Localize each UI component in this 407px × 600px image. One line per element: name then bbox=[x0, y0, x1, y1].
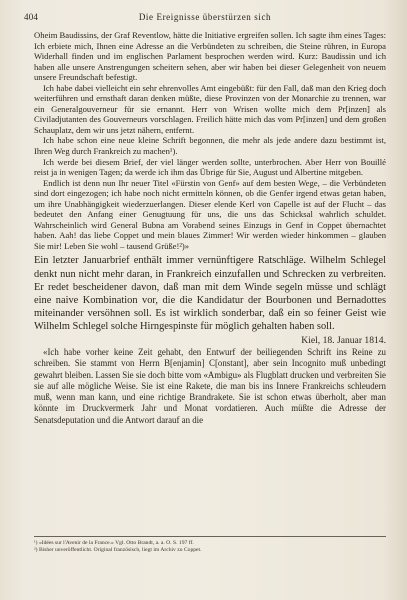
editorial-note: Ein letzter Januarbrief enthält immer vernünftigere Ratschläge. Wilhelm Schlegel denkt nun nicht mehr daran, in Frankreich einzufallen und Schrecken zu verbreiten. Er redet bescheidener davon, daß man mit dem Winde segeln müsse und schlägt eine naive Kombination vor, die die Kandidatur der Bourbonen und Bernadottes miteinander versöhnen soll. Es ist wirklich sonderbar, daß ein so feiner Geist wie Wilhelm Schlegel solche Hirngespinste für möglich gehalten haben soll. bbox=[34, 255, 386, 332]
paragraph: Oheim Baudissins, der Graf Reventlow, hätte die Initiative ergreifen sollen. Ich sagte ihm eines Tages: Ich erbiete mich, Ihnen eine Adresse an die Verbündeten zu schreiben, die Steine rühren, in Europa Widerhall finden und im englischen Parlament besprochen werden wird. Kurz: Baudissin und ich haben alle unsere Anstrengungen scheitern sehen, aber wir haben bei dieser Gelegenheit von neuem unsere Freundschaft befestigt. bbox=[34, 30, 386, 83]
footnote: ²) Bisher unveröffentlicht. Original französisch, liegt im Archiv zu Coppet. bbox=[34, 547, 202, 554]
running-title: Die Ereignisse überstürzen sich bbox=[138, 12, 272, 22]
page-number: 404 bbox=[24, 12, 39, 22]
dateline: Kiel, 18. Januar 1814. bbox=[301, 335, 386, 347]
footnotes bbox=[34, 536, 386, 555]
paragraph: Ich habe dabei vielleicht ein sehr ehrenvolles Amt eingebüßt: für den Fall, daß man den Krieg doch weiterführen und ernsthaft daran denken müßte, diese Provinzen von der Monarchie zu trennen, war ein Generalgouverneur für sie ernannt. Herr von Wrisen wollte mich dem Pr[inzen] als Civiladjutanten des Gouverneurs vorschlagen. Freilich hätte mich das vom Pr[inzen] und dem großen Schauplatz, dem wir uns jetzt nähern, entfernt. bbox=[34, 82, 386, 135]
running-head bbox=[24, 12, 386, 24]
paragraph: Ich habe schon eine neue kleine Schrift begonnen, die mehr als jede andere dazu bestimmt ist, Ihren Weg durch Frankreich zu machen¹). bbox=[34, 135, 386, 157]
paragraph: Ich werde bei diesem Brief, der viel länger werden sollte, unterbrochen. Aber Herr von Bouillé reist ja in wenigen Tagen; da werde ich ihm das Übrige für Sie, August und Albertine mitgeben. bbox=[34, 156, 386, 178]
page-body bbox=[34, 30, 386, 426]
paragraph: Endlich ist denn nun Ihr neuer Titel «Fürstin von Genf» auf dem besten Wege, – die Verbündeten sind dort eingezogen; ich habe noch nicht ermitteln können, ob die Genfer irgend etwas getan haben, um ihre Unabhängigkeit wiederzuerlangen. Dieser elende Kerl von Capelle ist auf der Flucht – das bedeutet den Anfang einer Genugtuung für uns, die uns das Schicksal wahrlich schuldet. Wahrscheinlich wird General Bubna am Vorabend seines Einzugs in Genf in Coppet übernachtet haben. Aah! das liebe Coppet und mein blaues Zimmer! Wir werden wieder hinkommen – glauben Sie mir! Leben Sie wohl – tausend Grüße!²)» bbox=[34, 177, 386, 251]
letter-text: «Ich habe vorher keine Zeit gehabt, den Entwurf der beiliegenden Schrift ins Reine zu schreiben. Sie stammt von Herrn B[enjamin] C[onstant], aber sein Incognito muß unbedingt gewahrt bleiben. Lassen Sie sie doch bitte vom «Ambigu» als Flugblatt drucken und verbreiten Sie sie auf alle mögliche Weise. Sie ist eine Rakete, die man bis ins Innere Frankreichs schleudern muß, wenn man kann, und eine richtige Brandrakete. Sie ist schon etwas überholt, aber man könnte im Druckvermerk Jahr und Monat vordatieren. Auch müßte die Adresse der Senatsdeputation und die Antwort darauf an die bbox=[34, 347, 386, 425]
footnote: ¹) «Idées sur l'Avenir de la France.» Vgl. Otto Brandt, a. a. O. S. 197 ff. bbox=[34, 540, 194, 546]
